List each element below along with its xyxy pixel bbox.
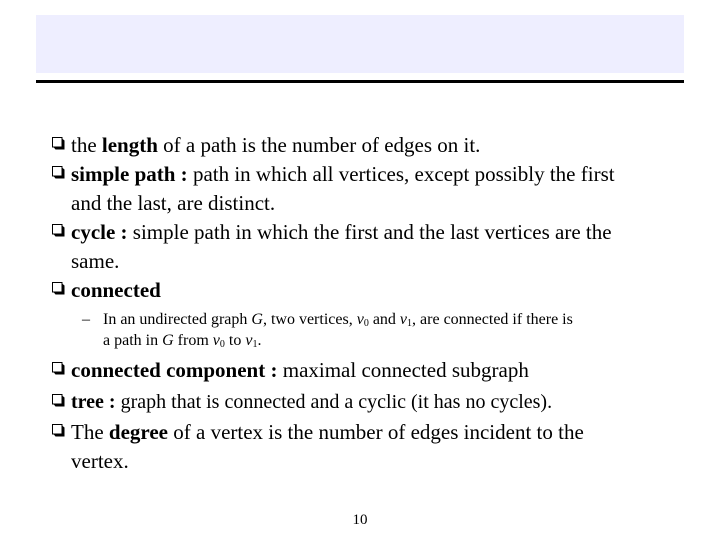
sub-bullet-connected-definition bbox=[82, 309, 702, 351]
square-bullet-icon bbox=[52, 166, 66, 180]
bullet-text: The degree of a vertex is the number of edges incident to the vertex. bbox=[71, 420, 584, 473]
term-connected-component: connected component : bbox=[71, 358, 278, 382]
term-simple-path: simple path : bbox=[71, 162, 188, 186]
term-degree: degree bbox=[108, 420, 168, 444]
bullet-text: simple path : path in which all vertices, except possibly the first and the last, are distinct. bbox=[71, 162, 615, 215]
square-bullet-icon bbox=[52, 224, 66, 238]
term-connected: connected bbox=[71, 278, 161, 302]
bullet-item-cycle bbox=[52, 218, 702, 276]
bullet-text bbox=[71, 276, 702, 305]
bullet-text: cycle : simple path in which the first and the last vertices are the same. bbox=[71, 220, 612, 273]
square-bullet-icon bbox=[52, 137, 66, 151]
bullet-item-degree bbox=[52, 418, 702, 476]
bullet-text: tree : graph that is connected and a cyclic (it has no cycles). bbox=[71, 391, 553, 413]
dash-bullet: – bbox=[82, 311, 90, 328]
term-cycle: cycle : bbox=[71, 220, 128, 244]
term-tree: tree : bbox=[71, 391, 116, 413]
square-bullet-icon bbox=[52, 362, 66, 376]
term-length: length bbox=[101, 133, 158, 157]
square-bullet-icon bbox=[52, 394, 66, 408]
square-bullet-icon bbox=[52, 424, 66, 438]
page-number: 10 bbox=[352, 512, 368, 528]
square-bullet-icon bbox=[52, 282, 66, 296]
bullet-item-length bbox=[52, 131, 702, 160]
sub-bullet-text: In an undirected graph G, two vertices, $v_0$ and $v_1$, are connected if there is a path in G from $v_0$ to $v_1$. bbox=[103, 311, 573, 350]
bullet-item-simple-path bbox=[52, 160, 702, 218]
bullet-item-tree bbox=[52, 388, 702, 417]
bullet-text: the length of a path is the number of edges on it. bbox=[71, 133, 481, 157]
bullet-item-connected bbox=[52, 276, 702, 305]
bullet-text: connected component : maximal connected subgraph bbox=[71, 358, 529, 382]
bullet-item-connected-component bbox=[52, 356, 702, 385]
